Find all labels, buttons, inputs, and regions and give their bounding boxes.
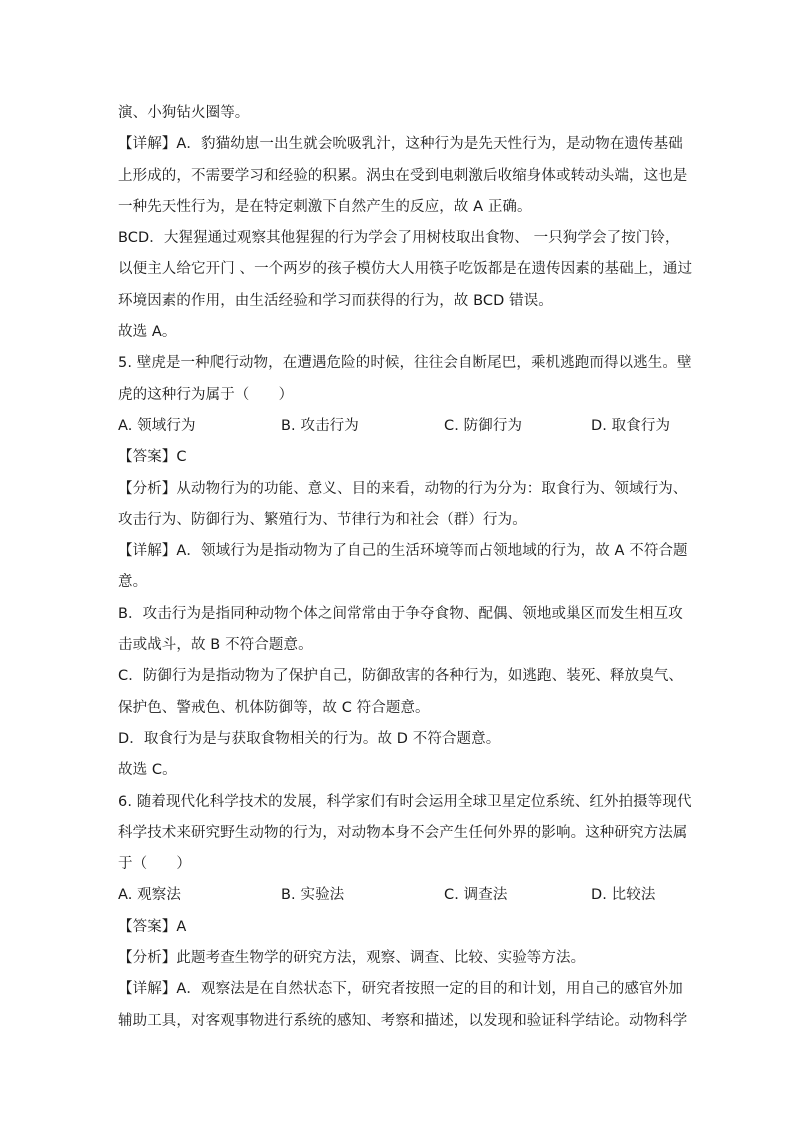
question-6-stem: 6. 随着现代化科学技术的发展，科学家们有时会运用全球卫星定位系统、红外拍摄等现代	[118, 793, 692, 810]
text-line: 攻击行为、防御行为、繁殖行为、节律行为和社会（群）行为。	[118, 511, 527, 528]
question-5-stem: 虎的这种行为属于（ ）	[118, 386, 294, 403]
question-5-stem: 5. 壁虎是一种爬行动物，在遭遇危险的时候，往往会自断尾巴，乘机逃跑而得以逃生。壁	[118, 355, 692, 372]
text-line: 意。	[118, 574, 148, 591]
text-line: 环境因素的作用，由生活经验和学习而获得的行为，故 BCD 错误。	[118, 292, 553, 309]
answer-line: 【答案】A	[118, 918, 187, 935]
answer-line: 【答案】C	[118, 449, 187, 466]
detail-line: 【详解】A．观察法是在自然状态下，研究者按照一定的目的和计划，用自己的感官外加	[118, 981, 683, 998]
text-line: 辅助工具，对客观事物进行系统的感知、考察和描述，以发现和验证科学结论。动物科学	[118, 1012, 688, 1029]
option-a: A. 观察法	[118, 887, 181, 904]
option-c: C. 调查法	[444, 887, 508, 904]
text-line: 上形成的，不需要学习和经验的积累。涡虫在受到电刺激后收缩身体或转动头端，这也是	[118, 167, 688, 184]
text-line: C．防御行为是指动物为了保护自己，防御敌害的各种行为，如逃跑、装死、释放臭气、	[118, 668, 684, 685]
text-line: 演、小狗钻火圈等。	[118, 105, 250, 121]
text-line: B．攻击行为是指同种动物个体之间常常由于争夺食物、配偶、领地或巢区而发生相互攻	[118, 605, 683, 622]
detail-line: 【详解】A．领域行为是指动物为了自己的生活环境等而占领地域的行为，故 A 不符合题	[118, 543, 688, 560]
text-line: 【详解】A．豹猫幼崽一出生就会吮吸乳汁，这种行为是先天性行为，是动物在遗传基础	[118, 136, 683, 153]
option-a: A. 领域行为	[118, 417, 196, 434]
text-line: 故选 A。	[118, 324, 177, 341]
analysis-line: 【分析】此题考查生物学的研究方法，观察、调查、比较、实验等方法。	[118, 950, 586, 967]
option-d: D. 比较法	[591, 887, 656, 904]
text-line: D．取食行为是与获取食物相关的行为。故 D 不符合题意。	[118, 730, 501, 747]
option-c: C. 防御行为	[444, 417, 523, 434]
option-b: B. 攻击行为	[281, 417, 359, 434]
text-line: 一种先天性行为，是在特定刺激下自然产生的反应，故 A 正确。	[118, 198, 532, 215]
option-d: D. 取食行为	[591, 417, 671, 434]
question-6-stem: 科学技术来研究野生动物的行为，对动物本身不会产生任何外界的影响。这种研究方法属	[118, 824, 688, 841]
analysis-line: 【分析】从动物行为的功能、意义、目的来看，动物的行为分为：取食行为、领域行为、	[118, 480, 688, 497]
question-5-options	[118, 411, 678, 442]
question-6-stem: 于（ ）	[118, 856, 191, 873]
text-line: 保护色、警戒色、机体防御等，故 C 符合题意。	[118, 699, 430, 716]
question-6-options	[118, 880, 678, 911]
text-line: 以便主人给它开门 、一个两岁的孩子模仿大人用筷子吃饭都是在遗传因素的基础上，通过	[118, 261, 693, 278]
document-page	[118, 98, 693, 1037]
option-b: B. 实验法	[281, 887, 345, 904]
text-line: 故选 C。	[118, 762, 177, 779]
text-line: 击或战斗，故 B 不符合题意。	[118, 637, 313, 654]
text-line: BCD．大猩猩通过观察其他猩猩的行为学会了用树枝取出食物、 一只狗学会了按门铃，	[118, 230, 680, 247]
